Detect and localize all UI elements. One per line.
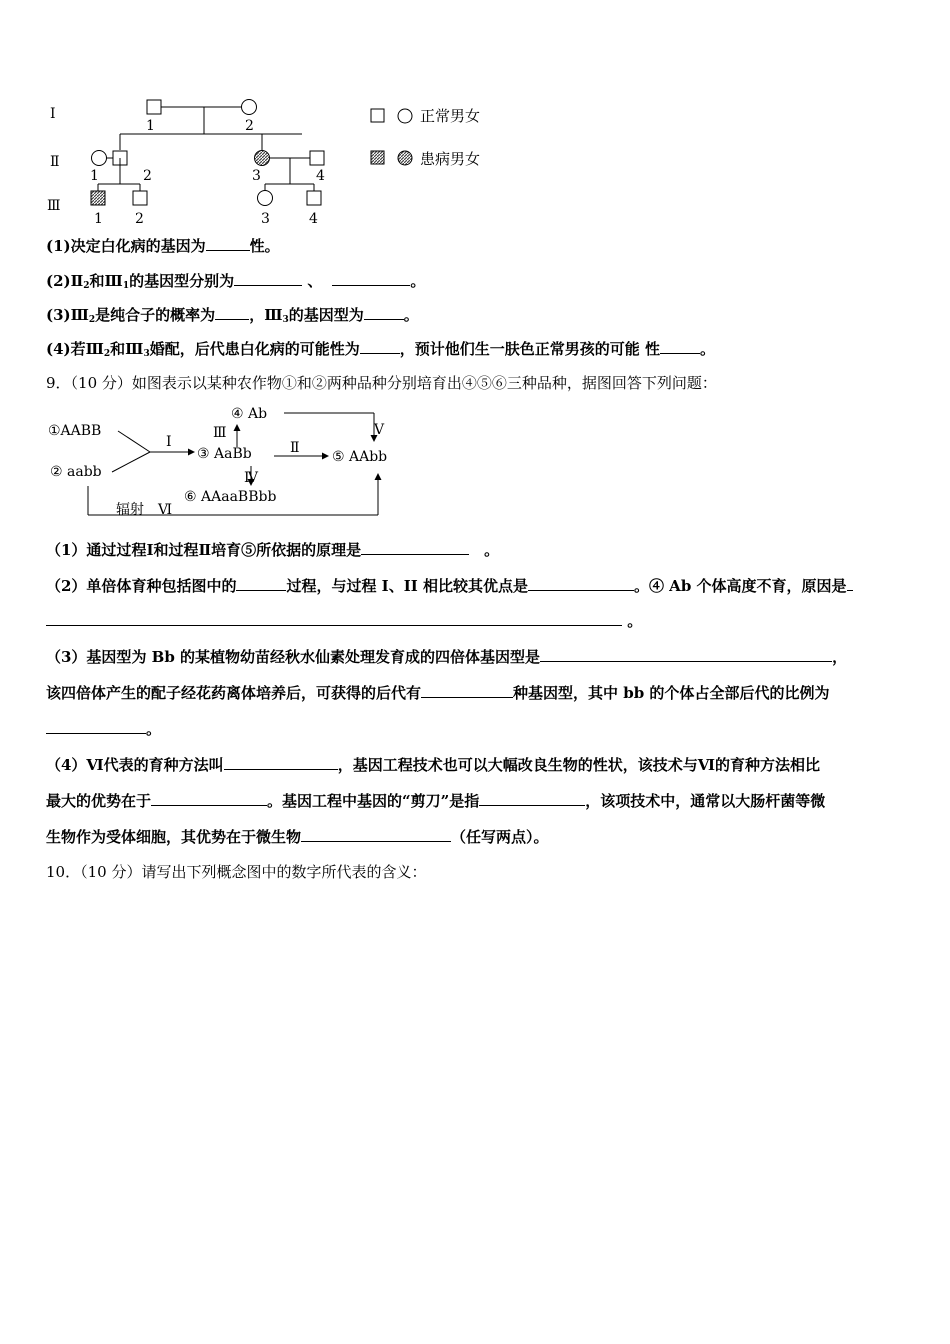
pedigree-I1-male: [147, 100, 161, 114]
label-I1: 1: [146, 118, 155, 134]
q9-part3-cont2: 。: [46, 719, 161, 739]
pedigree-I2-female: [242, 100, 257, 115]
q9-s2-blank-2[interactable]: [528, 576, 634, 591]
gen-label-1: Ⅰ: [50, 106, 56, 122]
process-label-3: Ⅲ: [213, 425, 227, 441]
legend-affected-male-icon: [371, 151, 384, 164]
q9-s2-blank-3a[interactable]: [847, 576, 853, 591]
gen-label-2: Ⅱ: [50, 154, 60, 170]
q8-p3-blank-1[interactable]: [215, 305, 249, 320]
q9-title: 9．（10 分）如图表示以某种农作物①和②两种品种分别培育出④⑤⑥三种品种，据图回答下列问题：: [46, 374, 717, 392]
q9-part4-cont: 最大的优势在于 。基因工程中基因的“剪刀”是指 ，该项技术中，通常以大肠杆菌等微: [46, 792, 826, 810]
q8-p4-blank-1[interactable]: [360, 339, 400, 354]
node-4-Ab: ④ Ab: [231, 406, 268, 422]
q8-p2-blank-2[interactable]: [332, 271, 410, 286]
label-II3: 3: [252, 168, 261, 184]
process-label-6: 辐射 Ⅵ: [116, 502, 173, 518]
pedigree-II1-female: [92, 151, 107, 166]
q8-p3-blank-2[interactable]: [364, 305, 404, 320]
pedigree-chart: [40, 92, 350, 232]
q8-part2: $(2)Ⅱ_2$和$Ⅲ_1$的基因型分别为 、 。: [46, 272, 426, 291]
label-III3: 3: [261, 211, 270, 227]
q9-s3-blank-2[interactable]: [421, 683, 513, 698]
q8-part4: (4)若$Ⅲ_2$和$Ⅲ_3$婚配，后代患白化病的可能性为 ，预计他们生一肤色正常男孩的可能 性 。: [46, 340, 715, 359]
pedigree-II3-female-affected: [255, 151, 270, 166]
q9-part4: （4）Ⅵ代表的育种方法叫 ，基因工程技术也可以大幅改良生物的性状，该技术与Ⅵ的育种方法相比: [46, 756, 820, 774]
process-label-2: Ⅱ: [290, 440, 300, 456]
node-1-AABB: ①AABB: [48, 423, 102, 439]
legend-affected-label: 患病男女: [420, 150, 481, 168]
process-label-1: Ⅰ: [166, 434, 172, 450]
q8-p4-blank-2[interactable]: [660, 339, 700, 354]
label-III4: 4: [309, 211, 318, 227]
q8-p1-blank[interactable]: [206, 236, 250, 251]
label-II2: 2: [143, 168, 152, 184]
q8-part3: $(3)Ⅲ_2$是纯合子的概率为 ，$Ⅲ_3$的基因型为 。: [46, 306, 419, 325]
gen-label-3: Ⅲ: [47, 198, 61, 214]
legend-normal-female-icon: [398, 109, 412, 123]
label-II4: 4: [316, 168, 325, 184]
legend-affected-female-icon: [398, 151, 412, 165]
q9-s3-blank-1[interactable]: [540, 647, 832, 662]
legend-normal-label: 正常男女: [420, 107, 481, 125]
pedigree-III1-male-affected: [91, 191, 105, 205]
node-3-AaBb: ③ AaBb: [197, 446, 252, 462]
process-label-4: Ⅳ: [244, 470, 258, 486]
q8-p2-blank-1[interactable]: [234, 271, 302, 286]
q9-part4-cont2: 生物作为受体细胞，其优势在于微生物 （任写两点）。: [46, 828, 549, 846]
q9-s2-blank-3b[interactable]: [46, 611, 622, 626]
pedigree-III3-female: [258, 191, 273, 206]
legend-normal-male-icon: [371, 109, 384, 122]
pedigree-II4-male: [310, 151, 324, 165]
q9-s4-blank-2[interactable]: [151, 791, 267, 806]
q9-s3-blank-3[interactable]: [46, 719, 146, 734]
pedigree-legend-symbols: [368, 106, 418, 172]
q9-part1: （1）通过过程Ⅰ和过程Ⅱ培育⑤所依据的原理是 。: [46, 541, 500, 559]
label-III2: 2: [135, 211, 144, 227]
label-I2: 2: [245, 118, 254, 134]
node-6-AAaaBBbb: ⑥ AAaaBBbb: [184, 489, 277, 505]
node-5-AAbb: ⑤ AAbb: [332, 449, 388, 465]
pedigree-III2-male: [133, 191, 147, 205]
process-label-5: Ⅴ: [374, 422, 385, 438]
breeding-diagram: [46, 400, 406, 522]
q9-s4-blank-4[interactable]: [301, 827, 451, 842]
q9-s4-blank-3[interactable]: [479, 791, 585, 806]
q9-s4-blank-1[interactable]: [224, 755, 338, 770]
label-II1: 1: [90, 168, 99, 184]
q9-part3: （3）基因型为 Bb 的某植物幼苗经秋水仙素处理发育成的四倍体基因型是 ，: [46, 648, 848, 666]
pedigree-III4-male: [307, 191, 321, 205]
q10-title: 10．（10 分）请写出下列概念图中的数字所代表的含义：: [46, 863, 427, 881]
q9-part2: （2）单倍体育种包括图中的 过程，与过程 I、II 相比较其优点是 。④ Ab 个体高度不育，原因是: [46, 576, 853, 596]
q8-part1: (1)决定白化病的基因为 性。: [46, 237, 280, 255]
q9-part3-cont: 该四倍体产生的配子经花药离体培养后，可获得的后代有 种基因型，其中 bb 的个体占全部后代的比例为: [46, 684, 830, 702]
q9-s2-blank-1[interactable]: [236, 576, 286, 591]
label-III1: 1: [94, 211, 103, 227]
node-2-aabb: ② aabb: [50, 464, 102, 480]
q9-s1-blank[interactable]: [361, 540, 469, 555]
q9-part2-cont: 。: [46, 611, 642, 631]
